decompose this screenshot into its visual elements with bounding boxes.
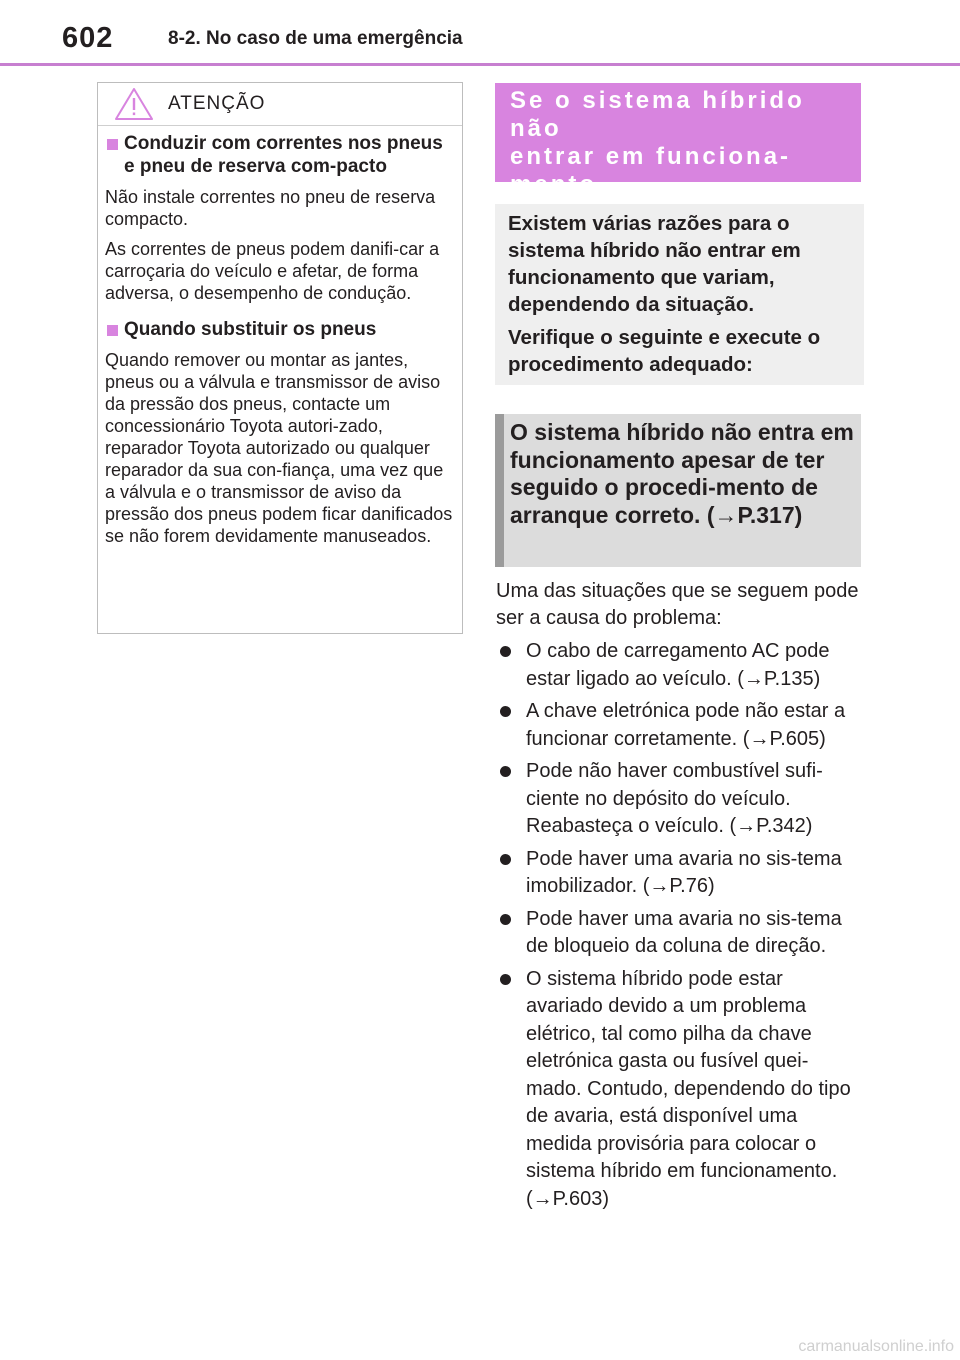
summary-paragraph: Verifique o seguinte e execute o procedimento adequado:: [508, 326, 821, 376]
summary-box: [495, 204, 864, 385]
warning-paragraph: As correntes de pneus podem danifi-car a carroçaria do veículo e afetar, de forma adversa, o desempenho de condução.: [105, 239, 440, 303]
warning-box: [97, 82, 463, 634]
warning-title: ATENÇÃO: [168, 93, 266, 114]
bullet-icon: [500, 766, 511, 777]
list-item: O cabo de carregamento AC pode estar ligado ao veículo. (→P.135): [496, 638, 862, 693]
section-title: 8-2. No caso de uma emergência: [168, 28, 463, 49]
bullet-icon: [500, 706, 511, 717]
warning-paragraph: Quando remover ou montar as jantes, pneus ou a válvula e transmissor de aviso da pressão dos pneus, contacte um concessionário Toyota autori-zado, reparador Toyota autorizado ou qualquer reparador da sua con-fiança, uma vez que a válvula e o transmissor de aviso da pressão dos pneus podem ficar danificados se não forem devidamente manuseados.: [105, 350, 453, 546]
subheading-bar: [495, 414, 504, 567]
subheading: [495, 414, 861, 567]
bullet-icon: [500, 646, 511, 657]
watermark: carmanualsonline.info: [798, 1338, 954, 1355]
warning-paragraph: Não instale correntes no pneu de reserva compacto.: [105, 187, 436, 229]
bullet-icon: [500, 854, 511, 865]
bullet-icon: [500, 914, 511, 925]
page-header: [0, 0, 960, 70]
warning-section-heading: Conduzir com correntes nos pneus e pneu de reserva com-pacto: [105, 132, 454, 178]
list-item: O sistema híbrido pode estar avariado devido a um problema elétrico, tal como pilha da chave eletrónica gasta ou fusível quei-mado. Contudo, dependendo do tipo de avaria, está disponível uma medida provisória para colocar o sistema híbrido em funcionamento. (→P.603): [496, 966, 862, 1214]
main-heading: Se o sistema híbrido não entrar em funciona- mento: [495, 83, 861, 182]
bullet-icon: [500, 974, 511, 985]
page-number: 602: [62, 22, 114, 54]
warning-triangle-icon: [114, 87, 154, 121]
cause-list: [496, 638, 862, 1218]
list-item: Pode haver uma avaria no sis-tema de bloqueio da coluna de direção.: [496, 906, 862, 961]
summary-paragraph: Existem várias razões para o sistema híbrido não entrar em funcionamento que variam, dependendo da situação.: [508, 212, 801, 316]
square-bullet-icon: [107, 325, 118, 336]
square-bullet-icon: [107, 139, 118, 150]
subheading-text: O sistema híbrido não entra em funcionamento apesar de ter seguido o procedi-mento de arranque correto. (→P.317): [510, 419, 854, 528]
warning-header: [98, 83, 462, 126]
list-item: A chave eletrónica pode não estar a funcionar corretamente. (→P.605): [496, 698, 862, 753]
header-divider: [0, 63, 960, 66]
warning-section-heading: Quando substituir os pneus: [105, 318, 454, 341]
warning-body: [98, 126, 462, 547]
intro-text: Uma das situações que se seguem pode ser a causa do problema:: [496, 580, 859, 629]
list-item: Pode não haver combustível sufi-ciente no depósito do veículo. Reabasteça o veículo. (→P.342): [496, 758, 862, 841]
list-item: Pode haver uma avaria no sis-tema imobilizador. (→P.76): [496, 846, 862, 901]
